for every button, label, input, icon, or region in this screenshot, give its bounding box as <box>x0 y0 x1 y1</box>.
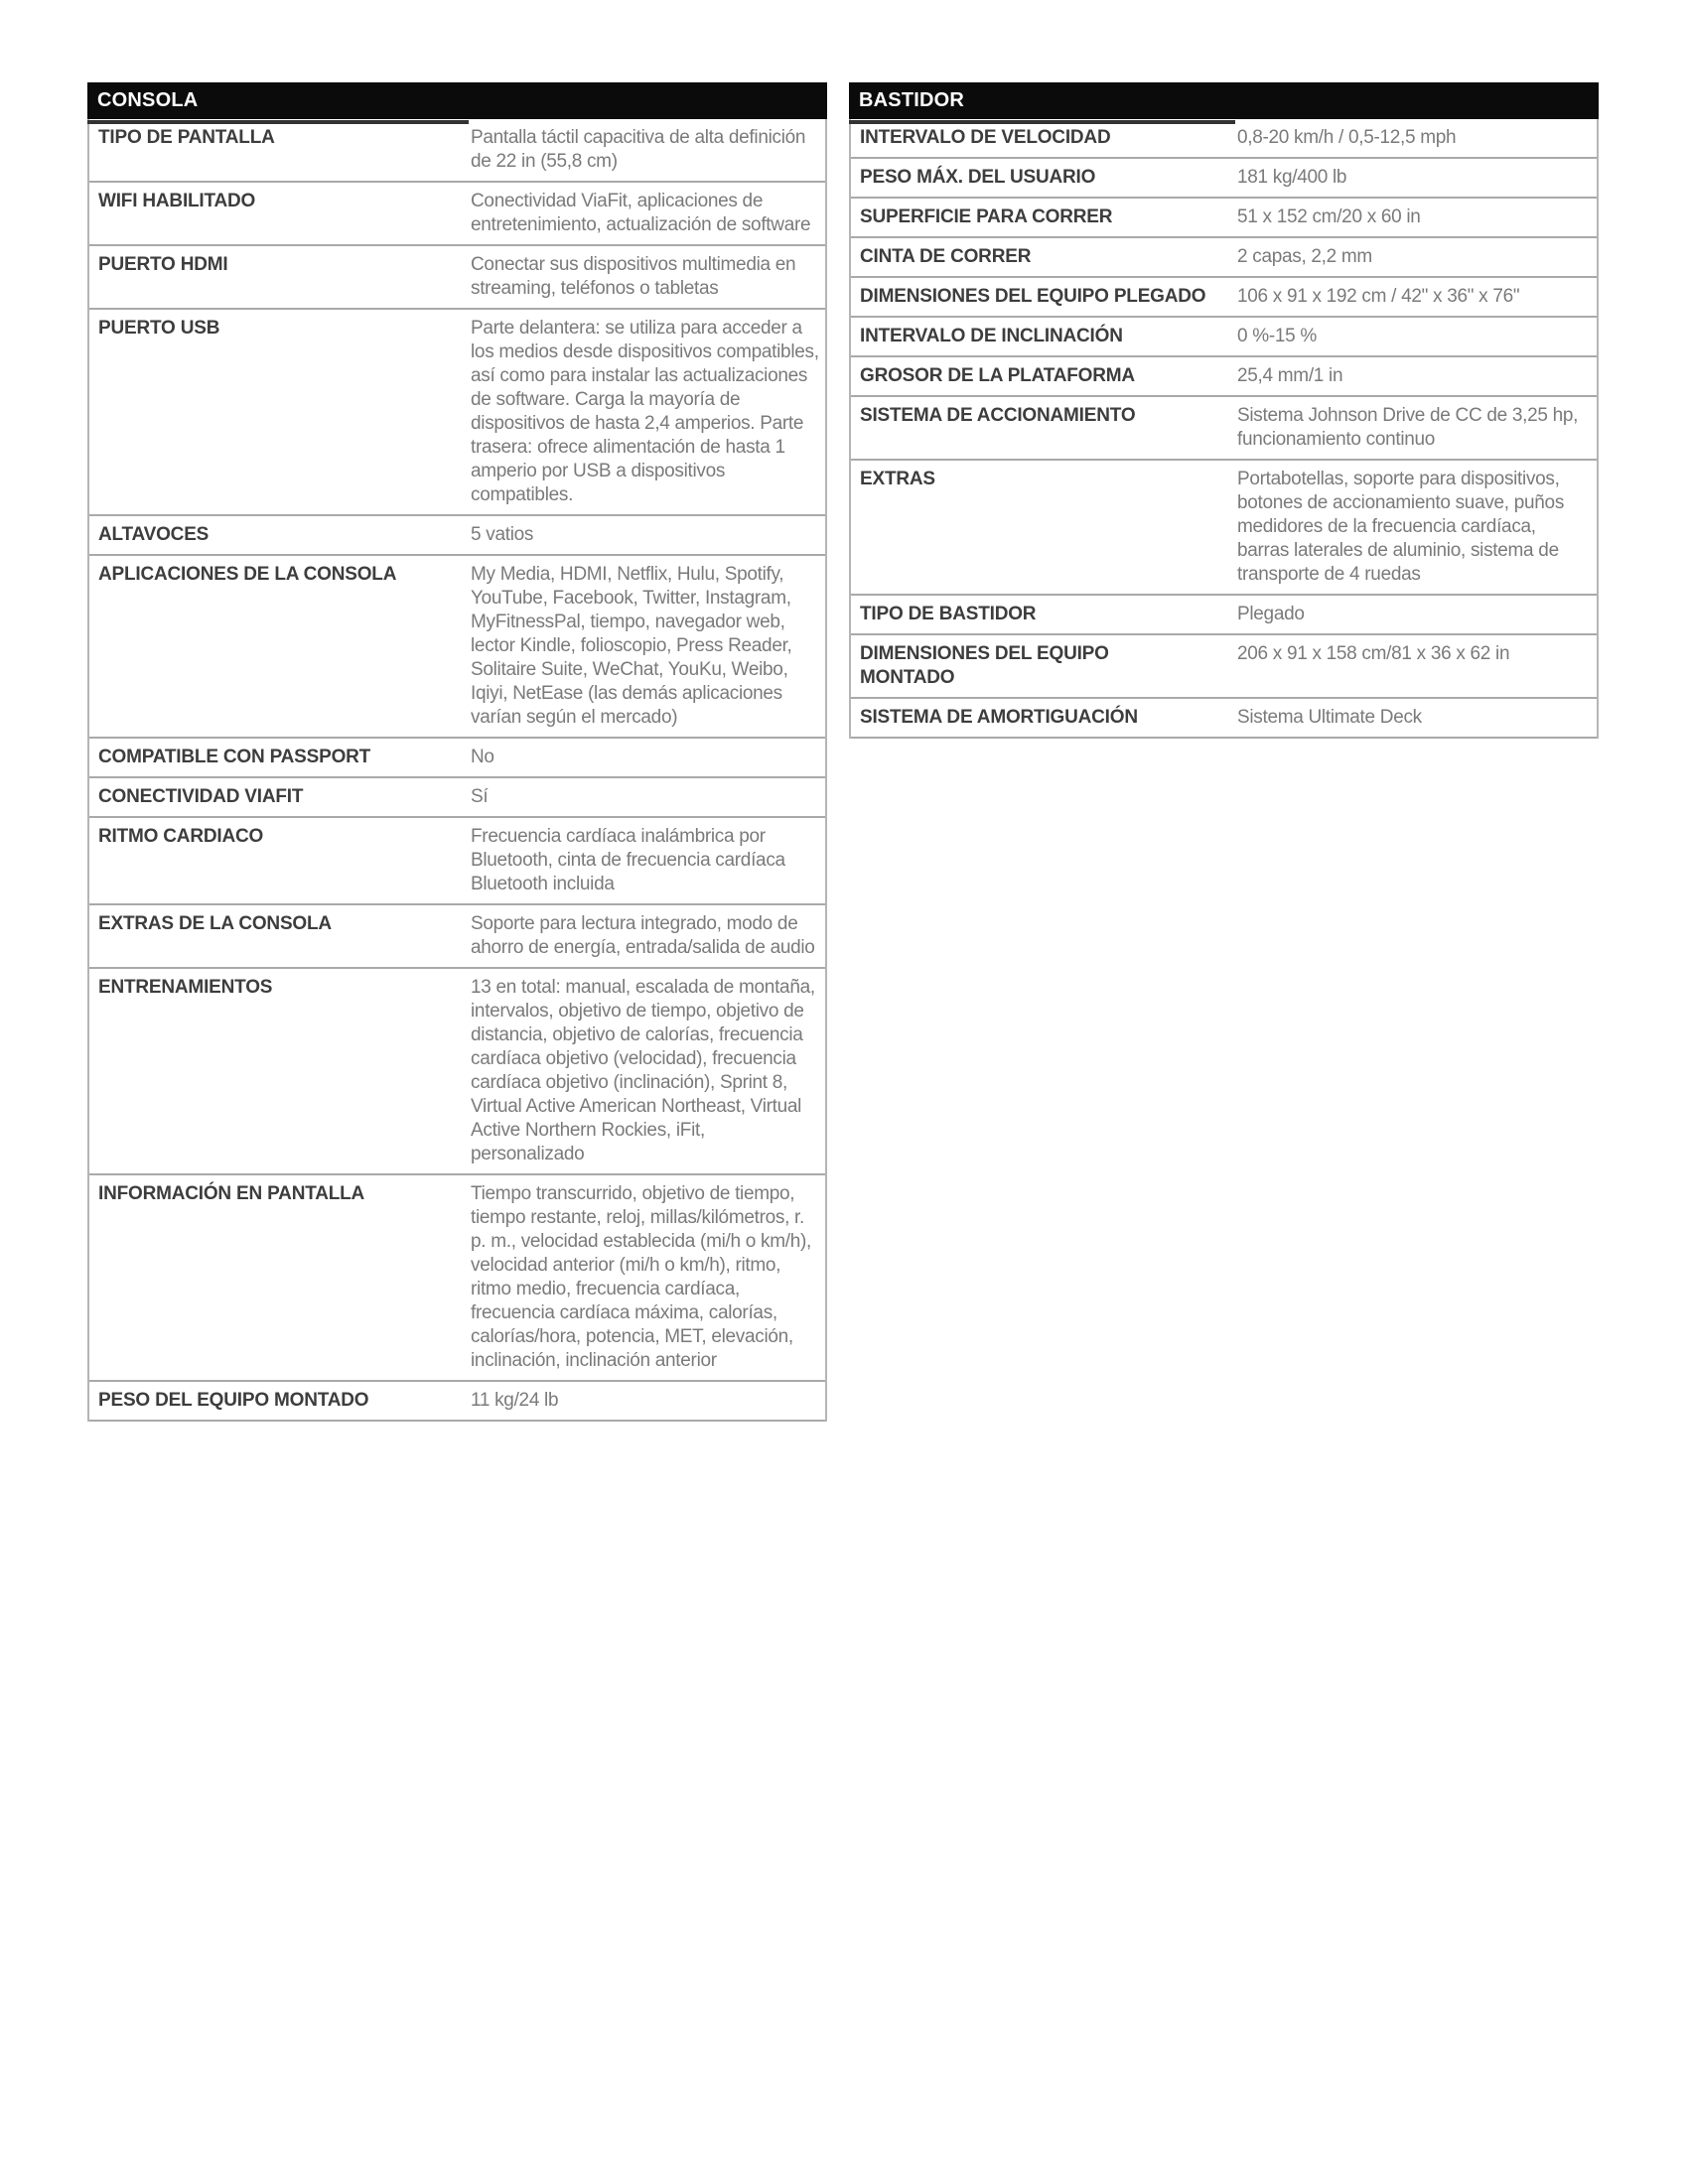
spec-label: PUERTO USB <box>98 318 220 339</box>
spec-value: Pantalla táctil capacitiva de alta definición de 22 in (55,8 cm) <box>471 127 806 172</box>
spec-label: INTERVALO DE VELOCIDAD <box>860 127 1111 148</box>
spec-label: INFORMACIÓN EN PANTALLA <box>98 1183 365 1204</box>
spec-label: PESO DEL EQUIPO MONTADO <box>98 1390 369 1411</box>
spec-value: 2 capas, 2,2 mm <box>1237 246 1372 267</box>
table-consola-title: CONSOLA <box>97 89 199 111</box>
spec-row <box>89 905 825 969</box>
spec-value: 5 vatios <box>471 524 534 545</box>
spec-row <box>851 461 1597 596</box>
spec-label: EXTRAS DE LA CONSOLA <box>98 913 332 934</box>
spec-value: 106 x 91 x 192 cm / 42" x 36" x 76" <box>1237 286 1520 307</box>
spec-label: TIPO DE PANTALLA <box>98 127 275 148</box>
spec-label: WIFI HABILITADO <box>98 191 256 211</box>
spec-label: RITMO CARDIACO <box>98 826 264 847</box>
spec-label: EXTRAS <box>860 469 935 489</box>
spec-value: 0 %-15 % <box>1237 326 1317 346</box>
spec-row <box>851 357 1597 397</box>
spec-value: No <box>471 747 494 767</box>
spec-label: DIMENSIONES DEL EQUIPO MONTADO <box>860 643 1109 688</box>
spec-row <box>89 183 825 246</box>
spec-value: 11 kg/24 lb <box>471 1390 559 1411</box>
spec-value: Tiempo transcurrido, objetivo de tiempo, tiempo restante, reloj, millas/kilómetros, r. p. m., velocidad establecida (mi/h o km/h), velocidad anterior (mi/h o km/h), ritmo, ritmo medio, frecuencia cardíaca, frecuencia cardíaca máxima, calorías, calorías/hora, potencia, MET, elevación, inclinación, inclinación anterior <box>471 1183 811 1371</box>
spec-value: Sí <box>471 786 489 807</box>
spec-value: Sistema Johnson Drive de CC de 3,25 hp, funcionamiento continuo <box>1237 405 1579 450</box>
spec-label: ENTRENAMIENTOS <box>98 977 273 998</box>
spec-row <box>89 739 825 778</box>
table-bastidor-rows <box>851 119 1597 739</box>
spec-row <box>851 318 1597 357</box>
spec-value: 206 x 91 x 158 cm/81 x 36 x 62 in <box>1237 643 1510 664</box>
spec-row <box>89 969 825 1175</box>
spec-row <box>851 397 1597 461</box>
spec-label: CINTA DE CORRER <box>860 246 1032 267</box>
spec-label: PESO MÁX. DEL USUARIO <box>860 167 1096 188</box>
spec-label: INTERVALO DE INCLINACIÓN <box>860 326 1123 346</box>
table-consola-rows <box>89 119 825 1422</box>
spec-row <box>851 119 1597 159</box>
spec-row <box>89 119 825 183</box>
spec-row <box>89 778 825 818</box>
spec-label: DIMENSIONES DEL EQUIPO PLEGADO <box>860 286 1206 307</box>
spec-value: Sistema Ultimate Deck <box>1237 707 1422 728</box>
spec-label: SISTEMA DE ACCIONAMIENTO <box>860 405 1136 426</box>
spec-row <box>89 556 825 739</box>
spec-label: PUERTO HDMI <box>98 254 228 275</box>
table-consola <box>87 82 827 1422</box>
spec-value: 51 x 152 cm/20 x 60 in <box>1237 206 1421 227</box>
spec-value: Frecuencia cardíaca inalámbrica por Bluetooth, cinta de frecuencia cardíaca Bluetooth incluida <box>471 826 785 894</box>
spec-value: Parte delantera: se utiliza para acceder a los medios desde dispositivos compatibles, así como para instalar las actualizaciones de software. Carga la mayoría de dispositivos de hasta 2,4 amperios. Parte trasera: ofrece alimentación de hasta 1 amperio por USB a dispositivos compatibles. <box>471 318 819 505</box>
spec-label: COMPATIBLE CON PASSPORT <box>98 747 371 767</box>
spec-label: ALTAVOCES <box>98 524 210 545</box>
spec-label: TIPO DE BASTIDOR <box>860 604 1037 624</box>
spec-value: 13 en total: manual, escalada de montaña, intervalos, objetivo de tiempo, objetivo de distancia, objetivo de calorías, frecuencia cardíaca objetivo (velocidad), frecuencia cardíaca objetivo (inclinación), Sprint 8, Virtual Active American Northeast, Virtual Active Northern Rockies, iFit, personalizado <box>471 977 815 1164</box>
spec-row <box>89 246 825 310</box>
table-bastidor <box>849 82 1599 739</box>
spec-label: SUPERFICIE PARA CORRER <box>860 206 1113 227</box>
spec-value: My Media, HDMI, Netflix, Hulu, Spotify, YouTube, Facebook, Twitter, Instagram, MyFitnessPal, tiempo, navegador web, lector Kindle, folioscopio, Press Reader, Solitaire Suite, WeChat, YouKu, Weibo, Iqiyi, NetEase (las demás aplicaciones varían según el mercado) <box>471 564 792 728</box>
spec-value: 181 kg/400 lb <box>1237 167 1347 188</box>
spec-value: Conectividad ViaFit, aplicaciones de entretenimiento, actualización de software <box>471 191 811 235</box>
spec-row <box>851 238 1597 278</box>
spec-value: Portabotellas, soporte para dispositivos, botones de accionamiento suave, puños medidores de la frecuencia cardíaca, barras laterales de aluminio, sistema de transporte de 4 ruedas <box>1237 469 1565 585</box>
spec-label: APLICACIONES DE LA CONSOLA <box>98 564 397 585</box>
spec-row <box>851 159 1597 199</box>
spec-row <box>89 516 825 556</box>
spec-row <box>851 199 1597 238</box>
spec-row <box>89 1382 825 1422</box>
spec-value: Plegado <box>1237 604 1305 624</box>
spec-row <box>89 1175 825 1382</box>
spec-label: GROSOR DE LA PLATAFORMA <box>860 365 1135 386</box>
spec-row <box>89 818 825 905</box>
table-consola-header <box>87 82 827 119</box>
spec-label: CONECTIVIDAD VIAFIT <box>98 786 304 807</box>
spec-row <box>89 310 825 516</box>
spec-value: Conectar sus dispositivos multimedia en streaming, teléfonos o tabletas <box>471 254 796 299</box>
spec-label: SISTEMA DE AMORTIGUACIÓN <box>860 707 1138 728</box>
spec-value: 25,4 mm/1 in <box>1237 365 1343 386</box>
spec-value: 0,8-20 km/h / 0,5-12,5 mph <box>1237 127 1457 148</box>
spec-row <box>851 699 1597 739</box>
table-bastidor-title: BASTIDOR <box>859 89 965 111</box>
table-bastidor-header <box>849 82 1599 119</box>
spec-row <box>851 635 1597 699</box>
spec-row <box>851 596 1597 635</box>
spec-value: Soporte para lectura integrado, modo de ahorro de energía, entrada/salida de audio <box>471 913 815 958</box>
spec-row <box>851 278 1597 318</box>
